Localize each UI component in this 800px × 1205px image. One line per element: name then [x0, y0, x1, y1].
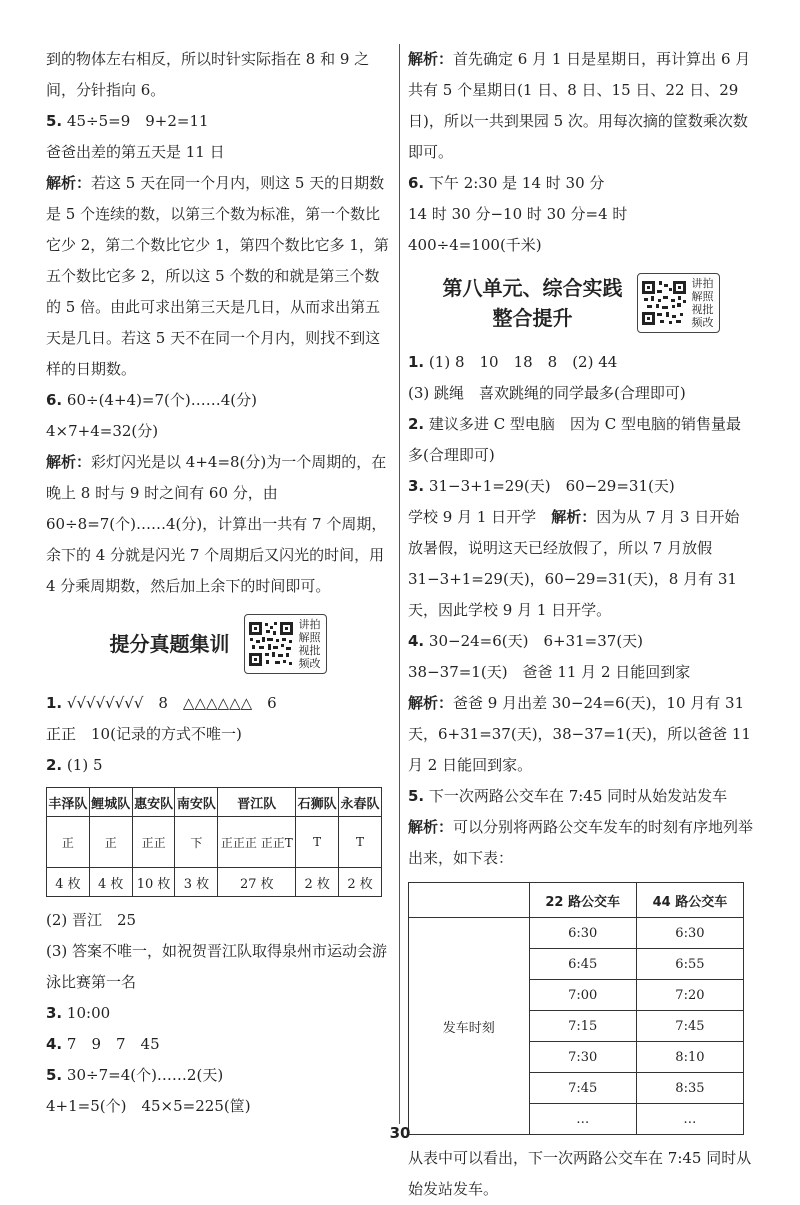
table-cell: 6:45 — [529, 949, 636, 980]
table-header-cell: 石狮队 — [296, 788, 339, 817]
answer-text: 4×7+4=32(分) — [46, 422, 159, 440]
answer-text: 7 9 7 45 — [66, 1035, 160, 1053]
qr-code-icon — [248, 621, 294, 667]
explanation-label: 解析： — [46, 174, 92, 192]
table-cell: 7:15 — [529, 1011, 636, 1042]
table-cell: 7:20 — [636, 980, 743, 1011]
table-row — [409, 918, 744, 949]
tally-cell: T — [296, 817, 339, 868]
question-number: 3. — [408, 477, 425, 495]
table-cell: 6:30 — [529, 918, 636, 949]
question-6 — [46, 385, 390, 416]
table-cell: 7:30 — [529, 1042, 636, 1073]
explanation — [46, 447, 390, 602]
qr-code-box[interactable] — [244, 614, 327, 674]
count-cell: 27 枚 — [218, 868, 296, 897]
table-row — [47, 868, 382, 897]
tally-cell: 下 — [175, 817, 218, 868]
qr-code-icon — [641, 280, 687, 326]
table-header-cell: 鲤城队 — [89, 788, 132, 817]
exercise-1 — [408, 347, 754, 378]
answer-text: 30÷7=4(个)……2(天) — [66, 1066, 224, 1084]
explanation-text: 首先确定 6 月 1 日是星期日，再计算出 6 月共有 5 个星期日(1 日、8 日、15 日、22 日、29 日)，所以一共到果园 5 次。用每次摘的筐数乘次数即可。 — [408, 50, 751, 161]
exercise-3 — [408, 471, 754, 502]
question-6 — [408, 168, 754, 199]
answer-text: (3) 答案不唯一，如祝贺晋江队取得泉州市运动会游泳比赛第一名 — [46, 942, 388, 991]
explanation-text: 可以分别将两路公交车发车的时刻有序地列举出来，如下表： — [408, 818, 754, 867]
answer-text: 30−24=6(天) 6+31=37(天) — [428, 632, 644, 650]
question-number: 1. — [408, 353, 425, 371]
explanation-label: 解析： — [46, 453, 92, 471]
count-cell: 2 枚 — [296, 868, 339, 897]
count-cell: 4 枚 — [89, 868, 132, 897]
question-number: 6. — [46, 391, 63, 409]
table-header-cell — [409, 883, 530, 918]
explanation-text: 爸爸 9 月出差 30−24=6(天)，10 月有 31 天，6+31=37(天)，38−37=1(天)，所以爸爸 11 月 2 日能回到家。 — [408, 694, 751, 774]
bus-schedule-table — [408, 882, 744, 1135]
tally-cell: 正正 — [132, 817, 175, 868]
answer-text: √√√√√√√√ 8 △△△△△△ 6 — [66, 694, 277, 712]
exercise-5 — [408, 781, 754, 812]
explanation-text: 因为从 7 月 3 日开始放暑假，说明这天已经放假了，所以 7 月放假 31−3+1=29(天)，60−29=31(天)，8 月有 31 天，因此学校 9 月 1 日开学。 — [408, 508, 740, 619]
question-number: 5. — [46, 1066, 63, 1084]
row-label-cell: 发车时刻 — [409, 918, 530, 1135]
explanation-label: 解析： — [408, 694, 454, 712]
exercise-4 — [46, 1029, 390, 1060]
answer-text: (3) 跳绳 喜欢跳绳的同学最多(合理即可) — [408, 384, 686, 402]
table-cell: 7:45 — [636, 1011, 743, 1042]
exercise-5 — [46, 1060, 390, 1091]
count-cell: 3 枚 — [175, 868, 218, 897]
table-header-cell: 永春队 — [339, 788, 382, 817]
medal-tally-table — [46, 787, 382, 897]
answer-text: (1) 8 10 18 8 (2) 44 — [428, 353, 618, 371]
table-cell: 6:30 — [636, 918, 743, 949]
answer-text: 45÷5=9 9+2=11 — [66, 112, 209, 130]
exercise-4 — [408, 626, 754, 657]
section-title — [443, 273, 623, 333]
count-cell: 4 枚 — [47, 868, 90, 897]
table-cell: 6:55 — [636, 949, 743, 980]
table-header-row — [47, 788, 382, 817]
explanation-label: 解析： — [551, 508, 597, 526]
answer-text: 下午 2:30 是 14 时 30 分 — [428, 174, 605, 192]
table-cell: 8:35 — [636, 1073, 743, 1104]
explanation-label: 解析： — [408, 818, 454, 836]
question-number: 5. — [408, 787, 425, 805]
exercise-3 — [46, 998, 390, 1029]
table-header-cell: 44 路公交车 — [636, 883, 743, 918]
answer-text: 10:00 — [66, 1004, 111, 1022]
qr-code-box[interactable] — [637, 273, 720, 333]
table-row — [47, 817, 382, 868]
question-number: 4. — [46, 1035, 63, 1053]
count-cell: 10 枚 — [132, 868, 175, 897]
exercise-1 — [46, 688, 390, 719]
answer-text: 下一次两路公交车在 7:45 同时从始发站发车 — [428, 787, 728, 805]
explanation — [408, 688, 754, 781]
table-header-cell: 惠安队 — [132, 788, 175, 817]
answer-text: 60÷(4+4)=7(个)……4(分) — [66, 391, 258, 409]
page-number: 30 — [389, 1124, 411, 1142]
answer-text: 建议多进 C 型电脑 因为 C 型电脑的销售量最多(合理即可) — [408, 415, 741, 464]
question-number: 1. — [46, 694, 63, 712]
tally-cell: 正 — [47, 817, 90, 868]
left-column — [46, 44, 390, 1122]
explanation — [408, 502, 754, 626]
explanation-text: 彩灯闪光是以 4+4=8(分)为一个周期的，在晚上 8 时与 9 时之间有 60 分，由 60÷8=7(个)……4(分)，计算出一共有 7 个周期，余下的 4 分就是闪光 7 个周期后又闪光的时间，用 4 分乘周期数，然后加上余下的时间即可。 — [46, 453, 387, 595]
conclusion-text: 从表中可以看出，下一次两路公交车在 7:45 同时从始发站发车。 — [408, 1149, 752, 1198]
explanation — [408, 44, 754, 168]
explanation-label: 解析： — [408, 50, 454, 68]
section-title-line: 第八单元、综合实践 — [442, 276, 623, 300]
answer-text: 正正 10(记录的方式不唯一) — [46, 725, 242, 743]
table-header-cell: 晋江队 — [218, 788, 296, 817]
table-header-cell: 丰泽队 — [47, 788, 90, 817]
table-header-cell: 南安队 — [175, 788, 218, 817]
answer-text: (2) 晋江 25 — [46, 911, 137, 929]
answer-text: (1) 5 — [66, 756, 103, 774]
exercise-2 — [408, 409, 754, 471]
table-cell: 8:10 — [636, 1042, 743, 1073]
section-title: 提分真题集训 — [109, 632, 230, 656]
section-header — [408, 271, 754, 335]
table-cell: … — [636, 1104, 743, 1135]
qr-caption: 讲拍解照视批频改 — [298, 618, 321, 670]
explanation — [46, 168, 390, 385]
answer-text: 14 时 30 分−10 时 30 分=4 时 400÷4=100(千米) — [408, 205, 643, 254]
question-number: 2. — [46, 756, 63, 774]
section-header — [46, 612, 390, 676]
tally-cell: 正正正 正正T — [218, 817, 296, 868]
answer-text: 4+1=5(个) 45×5=225(筐) — [46, 1097, 251, 1115]
table-cell: … — [529, 1104, 636, 1135]
count-cell: 2 枚 — [339, 868, 382, 897]
answer-text: 38−37=1(天) 爸爸 11 月 2 日能回到家 — [408, 663, 691, 681]
table-cell: 7:45 — [529, 1073, 636, 1104]
table-cell: 7:00 — [529, 980, 636, 1011]
question-number: 4. — [408, 632, 425, 650]
exercise-2 — [46, 750, 390, 781]
table-header-cell: 22 路公交车 — [529, 883, 636, 918]
tally-cell: 正 — [89, 817, 132, 868]
explanation-text: 若这 5 天在同一个月内，则这 5 天的日期数是 5 个连续的数，以第三个数为标准，第一个数比它少 2，第二个数比它少 1，第四个数比它多 1，第五个数比它多 2，所以这 5 个数的和就是第三个数的 5 倍。由此可求出第三天是几日，从而求出第五天是几日。若这 5 天不在同一个月内，则找不到这样的日期数。 — [46, 174, 389, 378]
section-title-line: 整合提升 — [492, 306, 573, 330]
table-header-row — [409, 883, 744, 918]
answer-text: 爸爸出差的第五天是 11 日 — [46, 143, 225, 161]
right-column — [408, 44, 754, 1205]
question-number: 5. — [46, 112, 63, 130]
explanation — [408, 812, 754, 874]
column-divider — [399, 44, 400, 1124]
tally-cell: T — [339, 817, 382, 868]
qr-caption: 讲拍解照视批频改 — [691, 277, 714, 329]
answer-text: 31−3+1=29(天) 60−29=31(天) — [428, 477, 675, 495]
question-number: 3. — [46, 1004, 63, 1022]
question-number: 6. — [408, 174, 425, 192]
question-number: 2. — [408, 415, 425, 433]
question-5 — [46, 106, 390, 137]
continued-explanation: 到的物体左右相反，所以时针实际指在 8 和 9 之间，分针指向 6。 — [46, 50, 370, 99]
answer-text: 学校 9 月 1 日开学 — [408, 508, 537, 526]
